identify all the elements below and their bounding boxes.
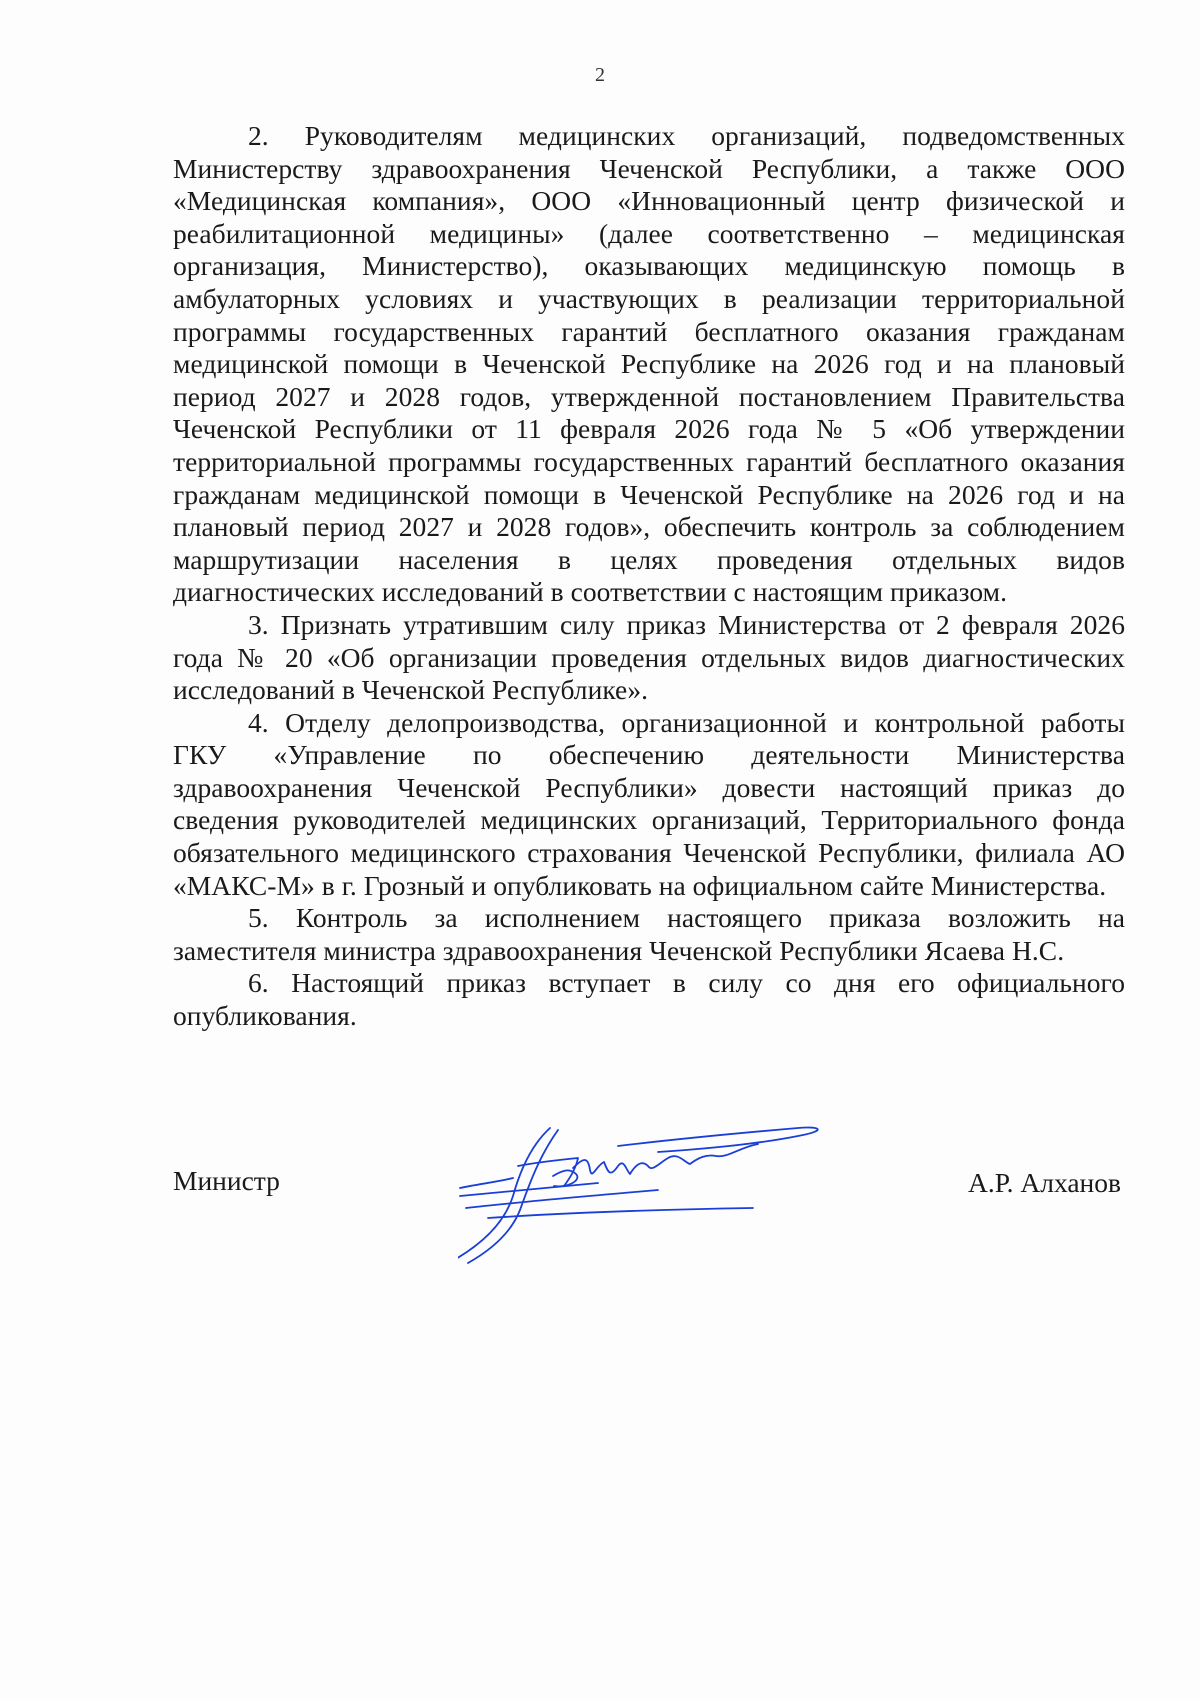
paragraph-4: 4. Отделу делопроизводства, организационной и контрольной работы ГКУ «Управление по обеспечению деятельности Министерства здравоохранения Чеченской Республики» довести настоящий приказ до сведения руководителей медицинских организаций, Территориального фонда обязательного медицинского страхования Чеченской Республики, филиала АО «МАКС-М» в г. Грозный и опубликовать на официальном сайте Министерства. [173,706,1125,901]
paragraph-3: 3. Признать утратившим силу приказ Министерства от 2 февраля 2026 года № 20 «Об организации проведения отдельных видов диагностических исследований в Чеченской Республике». [173,608,1125,706]
signatory-title: Министр [173,1165,280,1196]
paragraph-2: 2. Руководителям медицинских организаций, подведомственных Министерству здравоохранения Чеченской Республики, а также ООО «Медицинская компания», ООО «Инновационный центр физической и реабилитационной медицины» (далее соответственно – медицинская организация, Министерство), оказывающих медицинскую помощь в амбулаторных условиях и участвующих в реализации территориальной программы государственных гарантий бесплатного оказания гражданам медицинской помощи в Чеченской Республике на 2026 год и на плановый период 2027 и 2028 годов, утвержденной постановлением Правительства Чеченской Республики от 11 февраля 2026 года № 5 «Об утверждении территориальной программы государственных гарантий бесплатного оказания гражданам медицинской помощи в Чеченской Республике на 2026 год и на плановый период 2027 и 2028 годов», обеспечить контроль за соблюдением маршрутизации населения в целях проведения отдельных видов диагностических исследований в соответствии с настоящим приказом. [173,120,1125,608]
paragraph-6: 6. Настоящий приказ вступает в силу со дня его официального опубликования. [173,967,1125,1032]
document-body [173,120,1125,1033]
paragraph-5: 5. Контроль за исполнением настоящего приказа возложить на заместителя министра здравоохранения Чеченской Республики Ясаева Н.С. [173,902,1125,966]
signatory-name: А.Р. Алханов [968,1167,1121,1198]
handwritten-signature [458,1118,878,1268]
page-number: 2 [595,64,605,86]
